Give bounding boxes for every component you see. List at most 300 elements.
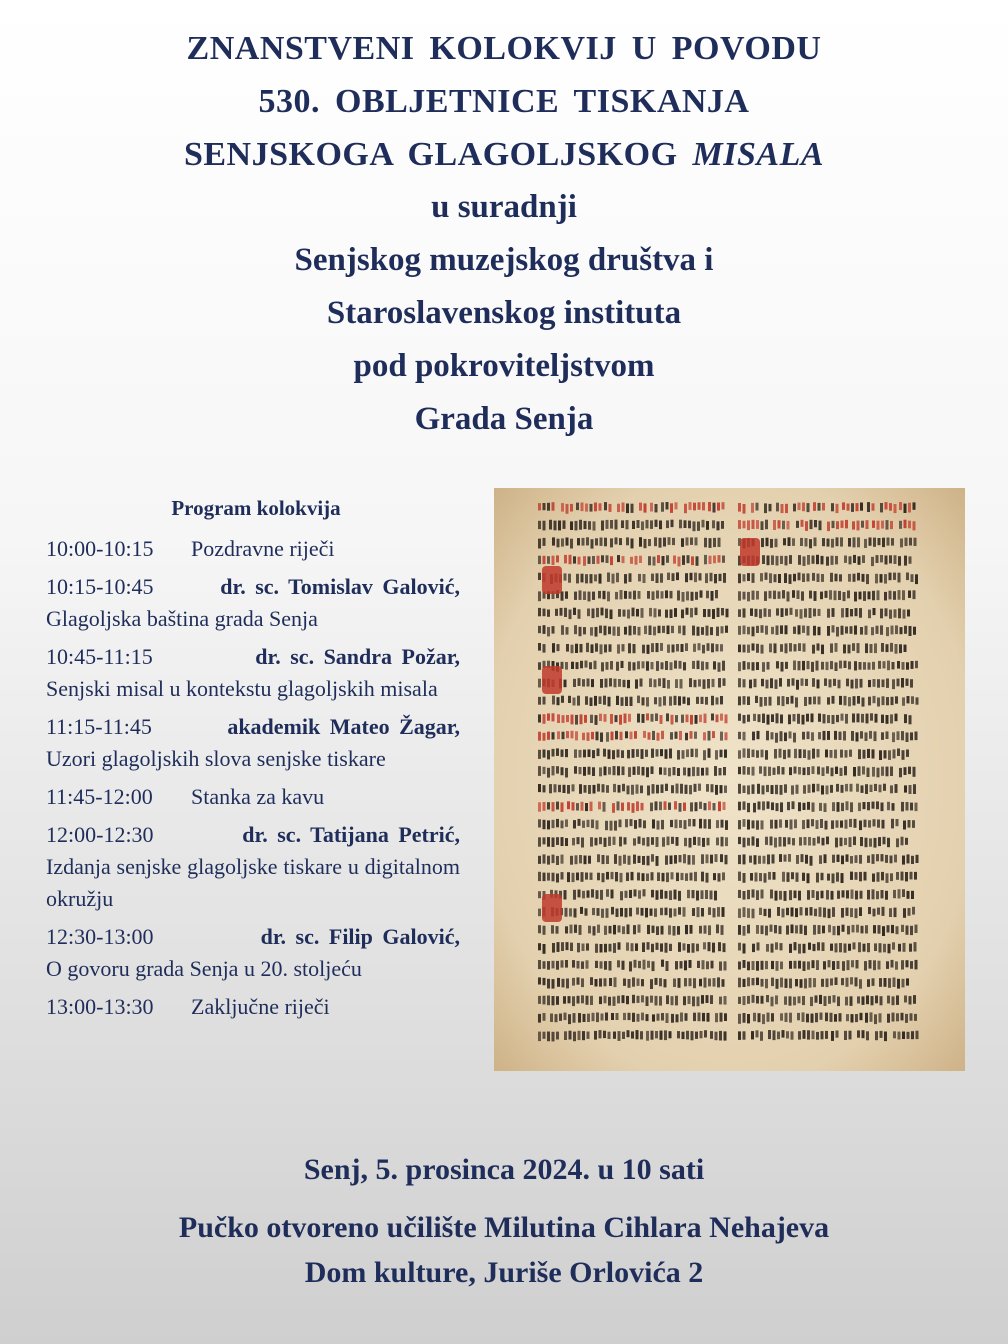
manuscript-glyph [563, 996, 566, 1004]
manuscript-glyph [700, 1031, 703, 1038]
manuscript-glyph [809, 697, 812, 705]
manuscript-glyph [854, 661, 857, 670]
manuscript-glyph [683, 662, 686, 670]
manuscript-glyph [556, 748, 559, 756]
manuscript-glyph [592, 908, 595, 915]
manuscript-glyph [628, 767, 631, 777]
manuscript-glyph [555, 1014, 558, 1022]
manuscript-glyph [624, 574, 627, 583]
manuscript-glyph [913, 995, 916, 1004]
manuscript-glyph [913, 502, 916, 509]
manuscript-glyph [615, 715, 618, 722]
manuscript-glyph [747, 803, 750, 812]
manuscript-glyph [863, 662, 866, 670]
manuscript-glyph [771, 978, 774, 987]
manuscript-glyph [835, 767, 838, 774]
manuscript-glyph [865, 732, 868, 741]
manuscript-glyph [747, 908, 750, 918]
manuscript-glyph [569, 908, 572, 916]
manuscript-glyph [543, 503, 546, 510]
manuscript-glyph [897, 661, 900, 669]
manuscript-glyph [625, 891, 628, 898]
manuscript-glyph [588, 926, 591, 934]
manuscript-glyph [904, 996, 907, 1003]
manuscript-glyph [701, 697, 704, 704]
manuscript-glyph [807, 626, 810, 636]
manuscript-glyph [587, 732, 590, 741]
manuscript-glyph [846, 908, 849, 916]
manuscript-glyph [637, 520, 640, 528]
manuscript-glyph [595, 715, 598, 725]
manuscript-glyph [665, 943, 668, 953]
manuscript-glyph [774, 643, 777, 653]
program-title: Program kolokvija [171, 496, 341, 520]
manuscript-glyph [770, 820, 773, 829]
manuscript-glyph [627, 1030, 630, 1037]
manuscript-glyph [692, 626, 695, 636]
manuscript-glyph [750, 873, 753, 881]
manuscript-glyph [641, 749, 644, 759]
manuscript-glyph [702, 960, 705, 969]
manuscript-glyph [723, 767, 726, 775]
manuscript-glyph [683, 803, 686, 811]
manuscript-glyph [715, 785, 718, 795]
manuscript-glyph [771, 802, 774, 810]
manuscript-glyph [724, 786, 727, 793]
manuscript-glyph [556, 874, 559, 883]
manuscript-glyph [628, 643, 631, 653]
manuscript-glyph [711, 784, 714, 792]
manuscript-glyph [783, 750, 786, 759]
manuscript-glyph [815, 1013, 818, 1022]
manuscript-glyph [681, 538, 684, 547]
manuscript-glyph [706, 854, 709, 863]
manuscript-glyph [872, 521, 875, 528]
manuscript-glyph [758, 1013, 761, 1022]
manuscript-glyph [704, 538, 707, 548]
manuscript-glyph [840, 750, 843, 758]
manuscript-glyph [681, 610, 684, 619]
manuscript-glyph [766, 995, 769, 1002]
manuscript-glyph [701, 872, 704, 882]
manuscript-glyph [625, 697, 628, 706]
manuscript-glyph [806, 1014, 809, 1023]
manuscript-glyph [861, 714, 864, 723]
manuscript-glyph [538, 1032, 541, 1042]
manuscript-glyph [858, 766, 861, 776]
manuscript-glyph [851, 503, 854, 512]
manuscript-glyph [611, 872, 614, 879]
manuscript-glyph [624, 627, 627, 635]
manuscript-glyph [674, 890, 677, 900]
manuscript-glyph [817, 837, 820, 844]
manuscript-glyph [765, 961, 768, 969]
manuscript-glyph [893, 591, 896, 600]
manuscript-glyph [850, 784, 853, 792]
manuscript-glyph [756, 925, 759, 934]
manuscript-glyph [795, 979, 798, 986]
manuscript-glyph [880, 609, 883, 619]
manuscript-glyph [738, 909, 741, 918]
manuscript-glyph [601, 1014, 604, 1021]
manuscript-glyph [569, 1031, 572, 1040]
manuscript-glyph [657, 872, 660, 881]
manuscript-glyph [764, 873, 767, 882]
manuscript-glyph [662, 556, 665, 565]
manuscript-glyph [788, 749, 791, 757]
manuscript-glyph [898, 556, 901, 566]
manuscript-glyph [552, 713, 555, 721]
manuscript-glyph [821, 785, 824, 794]
manuscript-glyph [690, 538, 693, 545]
manuscript-glyph [895, 714, 898, 722]
manuscript-glyph [538, 802, 541, 811]
manuscript-glyph [574, 625, 577, 634]
manuscript-glyph [848, 697, 851, 706]
manuscript-glyph [812, 556, 815, 564]
manuscript-glyph [713, 661, 716, 669]
manuscript-glyph [844, 1031, 847, 1040]
manuscript-glyph [881, 854, 884, 861]
manuscript-glyph [608, 767, 611, 775]
manuscript-glyph [780, 785, 783, 795]
manuscript-glyph [583, 556, 586, 566]
manuscript-glyph [796, 785, 799, 794]
manuscript-glyph [800, 979, 803, 988]
manuscript-glyph [738, 962, 741, 970]
manuscript-glyph [712, 609, 715, 619]
manuscript-glyph [656, 785, 659, 794]
manuscript-glyph [747, 820, 750, 830]
manuscript-glyph [650, 996, 653, 1003]
manuscript-glyph [640, 679, 643, 687]
manuscript-glyph [885, 855, 888, 863]
manuscript-glyph [862, 555, 865, 563]
manuscript-glyph [851, 680, 854, 689]
manuscript-glyph [860, 731, 863, 738]
manuscript-glyph [889, 555, 892, 563]
manuscript-glyph [850, 626, 853, 634]
manuscript-glyph [627, 802, 630, 810]
manuscript-glyph [765, 926, 768, 936]
manuscript-glyph [816, 661, 819, 671]
manuscript-glyph [714, 574, 717, 583]
manuscript-glyph [761, 521, 764, 530]
manuscript-glyph [627, 786, 630, 795]
manuscript-glyph [813, 626, 816, 636]
manuscript-glyph [751, 1031, 754, 1039]
manuscript-glyph [686, 591, 689, 600]
manuscript-glyph [614, 854, 617, 864]
manuscript-glyph [568, 1014, 571, 1024]
manuscript-glyph [836, 537, 839, 546]
manuscript-glyph [848, 574, 851, 582]
manuscript-glyph [703, 679, 706, 689]
manuscript-glyph [798, 996, 801, 1003]
manuscript-glyph [826, 979, 829, 988]
manuscript-glyph [604, 944, 607, 953]
manuscript-glyph [790, 608, 793, 615]
manuscript-glyph [794, 749, 797, 758]
manuscript-glyph [885, 608, 888, 616]
manuscript-glyph [876, 626, 879, 634]
manuscript-glyph [589, 662, 592, 669]
manuscript-glyph [791, 785, 794, 794]
manuscript-glyph [619, 837, 622, 847]
manuscript-glyph [717, 907, 720, 917]
manuscript-glyph [566, 644, 569, 652]
manuscript-glyph [836, 784, 839, 792]
manuscript-glyph [574, 925, 577, 933]
manuscript-glyph [872, 854, 875, 864]
manuscript-glyph [890, 521, 893, 529]
manuscript-glyph [688, 996, 691, 1004]
manuscript-glyph [678, 891, 681, 901]
manuscript-glyph [695, 749, 698, 758]
manuscript-glyph [723, 802, 726, 810]
manuscript-glyph [592, 767, 595, 776]
manuscript-glyph [599, 696, 602, 704]
manuscript-glyph [884, 750, 887, 758]
manuscript-glyph [715, 750, 718, 759]
manuscript-glyph [613, 627, 616, 636]
manuscript-glyph [743, 960, 746, 968]
manuscript-glyph [683, 697, 686, 704]
manuscript-glyph [822, 838, 825, 846]
manuscript-glyph [582, 821, 585, 828]
manuscript-glyph [799, 837, 802, 845]
manuscript-glyph [810, 907, 813, 915]
manuscript-glyph [567, 801, 570, 809]
manuscript-glyph [605, 1013, 608, 1021]
manuscript-glyph [850, 609, 853, 616]
manuscript-glyph [791, 1031, 794, 1039]
manuscript-glyph [594, 503, 597, 512]
manuscript-glyph [580, 644, 583, 652]
manuscript-glyph [871, 996, 874, 1005]
manuscript-glyph [881, 767, 884, 776]
manuscript-glyph [782, 872, 785, 882]
manuscript-glyph [552, 838, 555, 848]
manuscript-glyph [683, 943, 686, 950]
manuscript-glyph [634, 731, 637, 739]
manuscript-glyph [832, 907, 835, 917]
manuscript-glyph [901, 678, 904, 688]
manuscript-glyph [694, 872, 697, 881]
manuscript-glyph [711, 961, 714, 969]
manuscript-glyph [743, 996, 746, 1005]
manuscript-glyph [775, 891, 778, 901]
manuscript-glyph [715, 1032, 718, 1041]
manuscript-glyph [612, 574, 615, 584]
manuscript-glyph [552, 820, 555, 828]
manuscript-glyph [708, 819, 711, 829]
manuscript-glyph [586, 643, 589, 652]
manuscript-glyph [713, 908, 716, 917]
manuscript-glyph [684, 504, 687, 514]
manuscript-glyph [638, 856, 641, 863]
manuscript-glyph [724, 1013, 727, 1021]
manuscript-glyph [670, 591, 673, 599]
manuscript-glyph [879, 750, 882, 760]
manuscript-glyph [780, 715, 783, 724]
manuscript-glyph [711, 696, 714, 706]
manuscript-glyph [832, 521, 835, 528]
manuscript-glyph [769, 591, 772, 599]
manuscript-glyph [841, 978, 844, 985]
manuscript-glyph [662, 837, 665, 846]
manuscript-glyph [798, 891, 801, 901]
manuscript-glyph [910, 872, 913, 880]
manuscript-glyph [768, 609, 771, 617]
manuscript-glyph [830, 785, 833, 793]
manuscript-glyph [743, 873, 746, 883]
manuscript-glyph [881, 521, 884, 529]
program-item-title: Senjski misal u kontekstu glagoljskih misala [46, 676, 438, 701]
manuscript-glyph [661, 820, 664, 829]
manuscript-glyph [650, 909, 653, 916]
manuscript-glyph [584, 521, 587, 529]
manuscript-glyph [682, 1032, 685, 1039]
manuscript-glyph [762, 1014, 765, 1024]
manuscript-glyph [807, 873, 810, 883]
manuscript-glyph [859, 979, 862, 989]
manuscript-glyph [840, 537, 843, 546]
manuscript-glyph [832, 696, 835, 704]
manuscript-glyph [701, 768, 704, 776]
manuscript-glyph [660, 573, 663, 582]
manuscript-glyph [897, 979, 900, 989]
manuscript-glyph [747, 592, 750, 601]
manuscript-glyph [689, 785, 692, 794]
manuscript-glyph [563, 785, 566, 793]
manuscript-glyph [696, 944, 699, 952]
manuscript-glyph [596, 1013, 599, 1023]
manuscript-glyph [702, 502, 705, 510]
manuscript-glyph [801, 591, 804, 600]
manuscript-glyph [832, 874, 835, 884]
manuscript-glyph [716, 627, 719, 636]
manuscript-glyph [621, 661, 624, 668]
manuscript-glyph [645, 750, 648, 757]
manuscript-glyph [633, 591, 636, 600]
manuscript-glyph [652, 1014, 655, 1021]
manuscript-glyph [831, 768, 834, 777]
manuscript-glyph [625, 731, 628, 738]
manuscript-glyph [839, 943, 842, 952]
manuscript-glyph [690, 573, 693, 580]
manuscript-glyph [633, 838, 636, 845]
manuscript-glyph [696, 697, 699, 704]
manuscript-glyph [642, 838, 645, 846]
manuscript-glyph [593, 521, 596, 530]
manuscript-glyph [792, 678, 795, 685]
manuscript-glyph [565, 908, 568, 917]
manuscript-glyph [614, 977, 617, 987]
manuscript-glyph [915, 803, 918, 812]
manuscript-glyph [552, 979, 555, 989]
manuscript-glyph [752, 820, 755, 828]
manuscript-glyph [897, 731, 900, 740]
manuscript-glyph [562, 979, 565, 988]
manuscript-glyph [715, 590, 718, 598]
manuscript-glyph [848, 645, 851, 654]
manuscript-glyph [770, 890, 773, 899]
manuscript-glyph [786, 908, 789, 915]
manuscript-glyph [603, 802, 606, 812]
manuscript-glyph [605, 679, 608, 688]
manuscript-glyph [850, 802, 853, 812]
manuscript-glyph [827, 715, 830, 723]
manuscript-glyph [761, 645, 764, 654]
manuscript-glyph [561, 855, 564, 864]
program-item-title: Glagoljska baština grada Senja [46, 606, 318, 631]
manuscript-glyph [570, 925, 573, 934]
manuscript-glyph [811, 1014, 814, 1023]
manuscript-glyph [722, 907, 725, 917]
manuscript-glyph [538, 1014, 541, 1023]
manuscript-glyph [549, 520, 552, 530]
manuscript-glyph [776, 979, 779, 989]
manuscript-glyph [543, 714, 546, 724]
manuscript-glyph [677, 1031, 680, 1038]
manuscript-glyph [603, 696, 606, 705]
manuscript-glyph [752, 837, 755, 846]
manuscript-glyph [794, 819, 797, 828]
manuscript-glyph [903, 908, 906, 918]
manuscript-glyph [781, 662, 784, 672]
manuscript-glyph [758, 856, 761, 864]
manuscript-glyph [914, 538, 917, 546]
manuscript-glyph [577, 977, 580, 984]
manuscript-glyph [718, 662, 721, 671]
manuscript-glyph [706, 626, 709, 636]
manuscript-glyph [636, 801, 639, 811]
manuscript-glyph [622, 961, 625, 970]
manuscript-glyph [655, 978, 658, 985]
manuscript-glyph [652, 961, 655, 971]
manuscript-glyph [599, 714, 602, 721]
manuscript-glyph [756, 838, 759, 847]
manuscript-glyph [590, 977, 593, 985]
manuscript-glyph [824, 678, 827, 686]
manuscript-glyph [701, 627, 704, 635]
manuscript-glyph [605, 609, 608, 619]
manuscript-glyph [602, 873, 605, 882]
manuscript-glyph [581, 978, 584, 987]
manuscript-glyph [714, 766, 717, 776]
manuscript-glyph [538, 996, 541, 1004]
manuscript-glyph [757, 784, 760, 794]
manuscript-glyph [870, 1012, 873, 1021]
manuscript-glyph [816, 891, 819, 900]
manuscript-glyph [787, 872, 790, 882]
manuscript-glyph [888, 944, 891, 954]
manuscript-glyph [651, 837, 654, 845]
manuscript-glyph [591, 539, 594, 548]
manuscript-glyph [761, 538, 764, 547]
manuscript-glyph [860, 837, 863, 846]
manuscript-glyph [860, 503, 863, 511]
manuscript-glyph [721, 626, 724, 633]
manuscript-glyph [915, 732, 918, 741]
manuscript-glyph [846, 801, 849, 810]
manuscript-glyph [807, 962, 810, 970]
manuscript-glyph [807, 555, 810, 565]
manuscript-glyph [647, 837, 650, 846]
manuscript-glyph [808, 785, 811, 793]
manuscript-glyph [635, 556, 638, 565]
